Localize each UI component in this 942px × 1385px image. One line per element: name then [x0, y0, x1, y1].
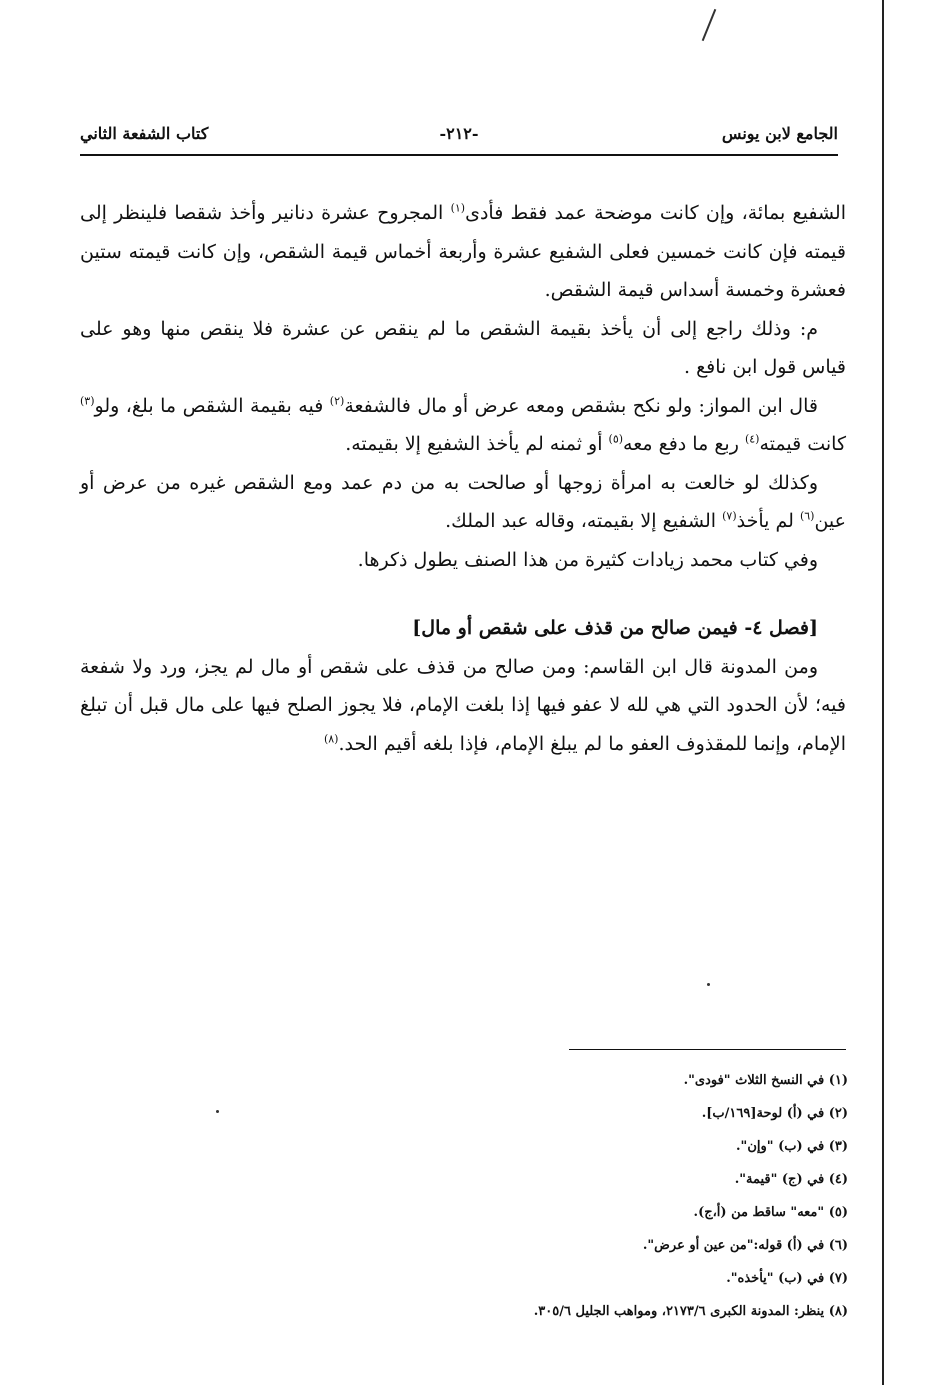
footnote-ref-5: (٥) — [608, 432, 624, 446]
footnote-ref-3: (٣) — [80, 394, 95, 408]
footnote-ref-7: (٧) — [722, 509, 737, 523]
paragraph-5: وفي كتاب محمد زيادات كثيرة من هذا الصنف يطول ذكرها. — [357, 548, 818, 571]
footnote-ref-2: (٢) — [329, 394, 345, 408]
footnote-rule — [569, 1049, 846, 1050]
paragraph-4: وكذلك لو خالعت به امرأة زوجها أو صالحت به من دم عمد ومع الشقص غيره من عرض أو عين$^{(٦)}$ لم يأخذ$^{(٧)}$ الشفيع إلا بقيمته، وقاله عبد الملك. — [80, 471, 846, 532]
footnote-6: (٦) في (أ) قوله:"من عين أو عرض". — [642, 1238, 848, 1253]
page-edge-line — [882, 0, 884, 1385]
main-text — [80, 194, 846, 763]
header-rule — [80, 154, 838, 156]
running-header — [80, 124, 838, 152]
paragraph-6: ومن المدونة قال ابن القاسم: ومن صالح من قذف على شقص أو مال لم يجز، ورد ولا شفعة فيه؛ لأن الحدود التي هي لله لا عفو فيها إذا بلغت الإمام، فلا يجوز الصلح فيها على مال قبل أن تبلغ الإمام، وإنما للمقذوف العفو ما لم يبلغ الإمام، فإذا بلغه أقيم الحد.$^{(٨)}$ — [80, 655, 846, 755]
paragraph-2: م: وذلك راجع إلى أن يأخذ بقيمة الشقص ما لم ينقص عن عشرة فلا ينقص منها وهو على قياس قول ابن نافع . — [80, 317, 846, 378]
page-number: -٢١٢- — [439, 124, 479, 143]
footnotes — [300, 1064, 848, 1328]
footnote-5: (٥) "معه" ساقط من (أ،ج). — [693, 1205, 848, 1220]
footnote-7: (٧) في (ب) "يأخذه". — [726, 1271, 848, 1286]
footnote-3: (٣) في (ب) "وإن". — [736, 1139, 848, 1154]
footnote-ref-6: (٦) — [799, 509, 815, 523]
footnote-ref-4: (٤) — [744, 432, 760, 446]
header-chapter-title: كتاب الشفعة الثاني — [80, 124, 209, 143]
scan-mark — [702, 9, 717, 41]
paragraph-1: الشفيع بمائة، وإن كانت موضحة عمد فقط فأدى$^{(١)}$ المجروح عشرة دنانير وأخذ شقصا فلينظر إلى قيمته فإن كانت خمسين فعلى الشفيع عشرة وأربعة أخماس قيمة الشقص، وإن كانت قيمته ستين فعشرة وخمسة أسداس قيمة الشقص. — [80, 201, 846, 301]
scan-speck — [707, 983, 710, 986]
footnote-8: (٨) ينظر: المدونة الكبرى ٢١٧٣/٦، ومواهب الجليل ٣٠٥/٦. — [533, 1304, 848, 1319]
paragraph-3: قال ابن المواز: ولو نكح بشقص ومعه عرض أو مال فالشفعة$^{(٢)}$ فيه بقيمة الشقص ما بلغ، ولو$^{(٣)}$ كانت قيمته$^{(٤)}$ ربع ما دفع معه$^{(٥)}$ أو ثمنه لم يأخذ الشفيع إلا بقيمته. — [80, 394, 846, 455]
footnote-4: (٤) في (ج) "قيمة". — [734, 1172, 848, 1187]
footnote-2: (٢) في (أ) لوحة[١٦٩/ب]. — [701, 1106, 848, 1121]
footnote-ref-1: (١) — [450, 201, 466, 215]
section-heading: [فصل ٤- فيمن صالح من قذف على شقص أو مال] — [412, 617, 818, 639]
footnote-ref-8: (٨) — [323, 732, 339, 746]
header-book-title: الجامع لابن يونس — [721, 124, 838, 143]
scan-speck — [216, 1110, 219, 1113]
footnote-1: (١) في النسخ الثلاث "فودى". — [683, 1073, 848, 1088]
